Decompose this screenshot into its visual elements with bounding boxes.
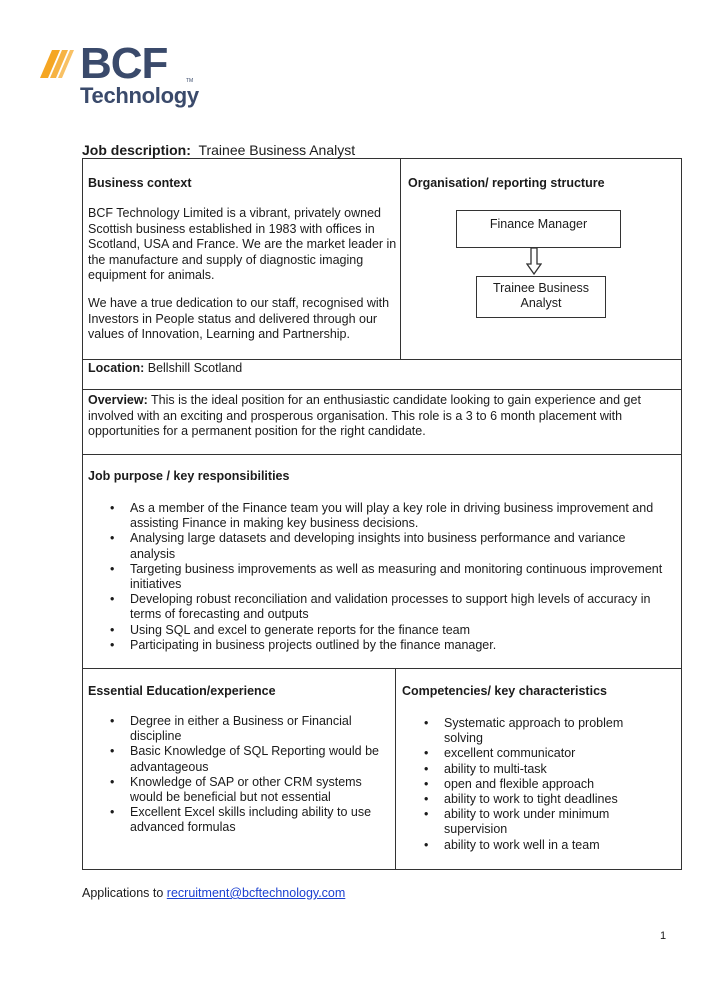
logo-text-technology: Technology (80, 83, 199, 108)
title-value: Trainee Business Analyst (198, 142, 356, 158)
list-item: • Targeting business improvements as well as measuring and monitoring continuous improvement initiatives (110, 562, 670, 592)
list-item: • As a member of the Finance team you will play a key role in driving business improvement and assisting Finance in making key business decisions. (110, 501, 670, 531)
page-number: 1 (660, 930, 667, 942)
list-item: • ability to multi-task (424, 762, 660, 777)
divider (400, 158, 401, 359)
recruitment-email-link[interactable]: recruitment@bcftechnology.com (166, 886, 346, 900)
list-item: • ability to work well in a team (424, 838, 660, 853)
list-item: • Analysing large datasets and developing insights into business performance and variance analysis (110, 531, 670, 561)
education-heading: Essential Education/experience (88, 684, 276, 698)
org-box-finance-manager: Finance Manager (456, 210, 621, 248)
list-item: • Participating in business projects outlined by the finance manager. (110, 638, 670, 653)
divider (82, 668, 682, 669)
logo-trademark: TM (186, 78, 194, 84)
divider (82, 359, 682, 360)
applications-line (82, 886, 345, 900)
overview-label: Overview: (88, 393, 148, 407)
location (88, 361, 242, 377)
divider (82, 389, 682, 390)
list-item: • open and flexible approach (424, 777, 660, 792)
business-context-para2: We have a true dedication to our staff, recognised with Investors in People status and delivered through our values of Innovation, Learning and Partnership. (88, 296, 390, 341)
education-list (110, 714, 380, 836)
list-item: • Knowledge of SAP or other CRM systems would be beneficial but not essential (110, 775, 380, 805)
location-value: Bellshill Scotland (147, 361, 243, 375)
job-purpose-heading: Job purpose / key responsibilities (88, 469, 290, 483)
overview-text: This is the ideal position for an enthusiastic candidate looking to gain experience and get involved with an exciting and prosperous organisation. This role is a 3 to 6 month placement with opportunities for a permanent position for the right candidate. (88, 393, 641, 438)
organisation-heading: Organisation/ reporting structure (408, 176, 605, 190)
document-title (82, 142, 355, 158)
divider (82, 454, 682, 455)
list-item: • Systematic approach to problem solving (424, 716, 660, 746)
location-label: Location: (88, 361, 145, 375)
overview (88, 393, 678, 440)
list-item: • ability to work to tight deadlines (424, 792, 660, 807)
org-box-trainee-business-analyst: Trainee Business Analyst (476, 276, 606, 318)
competencies-heading: Competencies/ key characteristics (402, 684, 607, 698)
list-item: • Using SQL and excel to generate reports for the finance team (110, 623, 670, 638)
logo-text-bcf: BCF (80, 39, 168, 88)
business-context-para1: BCF Technology Limited is a vibrant, privately owned Scottish business established in 1983 with offices in Scotland, USA and France. We are the market leader in the manufacture and supply of diagnostic imaging equipment for animals. (88, 206, 397, 282)
list-item: • Degree in either a Business or Financial discipline (110, 714, 380, 744)
job-purpose-list (110, 501, 670, 653)
list-item: • ability to work under minimum supervision (424, 807, 660, 837)
applications-label: Applications to (82, 886, 164, 900)
list-item: • Developing robust reconciliation and validation processes to support high levels of accuracy in terms of forecasting and outputs (110, 592, 670, 622)
list-item: • Excellent Excel skills including ability to use advanced formulas (110, 805, 380, 835)
business-context-heading: Business context (88, 176, 192, 190)
list-item: • Basic Knowledge of SQL Reporting would be advantageous (110, 744, 380, 774)
title-label: Job description: (82, 142, 191, 158)
company-logo (38, 39, 218, 112)
list-item: • excellent communicator (424, 746, 660, 761)
arrow-down-icon (526, 248, 542, 276)
competencies-list (424, 716, 660, 853)
logo-mark-icon (38, 48, 76, 82)
divider (395, 668, 396, 870)
